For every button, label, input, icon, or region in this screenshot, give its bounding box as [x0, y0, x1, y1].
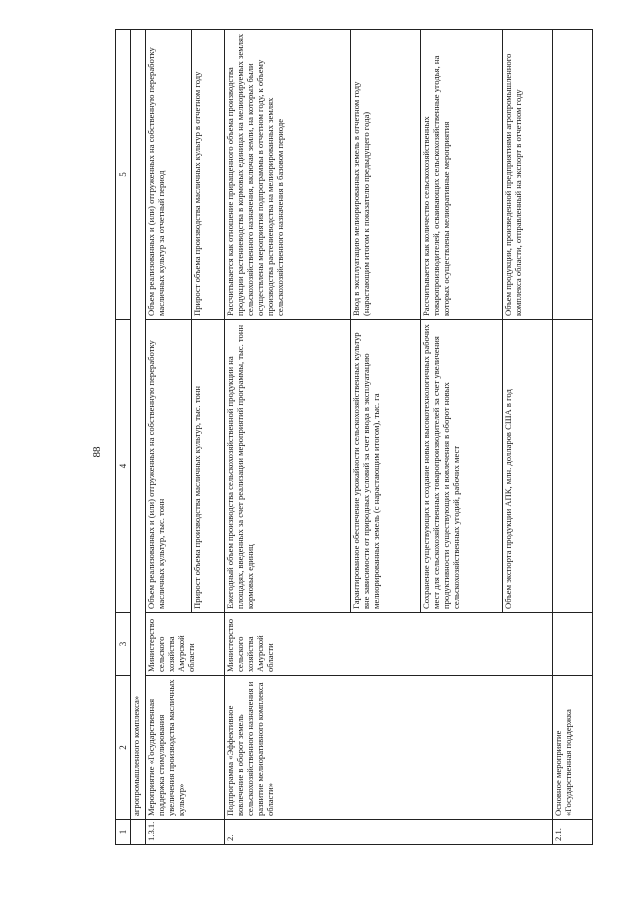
table-header-row: [116, 30, 131, 845]
measure-name: Основное мероприятие «Государственная поддержка: [553, 676, 593, 820]
table-row: [225, 30, 351, 845]
row-number: 2.: [225, 820, 553, 845]
header-col-4: 4: [116, 320, 131, 613]
cell-empty: [131, 820, 146, 845]
method-cell: Ввод в эксплуатацию мелиорированных земель в отчетном году (нарастающим итогом к показателю предыдущего года): [351, 30, 421, 320]
rotated-table-container: [115, 33, 573, 845]
measure-name: Мероприятие «Государственная поддержка стимулирования увеличения производства масличных культур»: [146, 676, 225, 820]
table-row: [146, 30, 192, 845]
header-col-1: 1: [116, 820, 131, 845]
row-number: 2.1.: [553, 820, 593, 845]
executor: Министерство сельского хозяйства Амурской области: [146, 613, 225, 676]
method-cell: Объем реализованных и (или) отгруженных на собственную переработку масличных культур за отчетный период: [146, 30, 192, 320]
cell-empty: [553, 613, 593, 676]
method-cell: Объем продукции, произведенной предприятиями агропромышленного комплекса области, отправленный на экспорт в отчетном году: [503, 30, 553, 320]
header-col-2: 2: [116, 676, 131, 820]
table-row: [131, 30, 146, 845]
page-number: 88: [91, 446, 103, 458]
row-number: 1.3.1.: [146, 820, 225, 845]
indicator-cell: Ежегодный объем производства сельскохозяйственной продукции на площадях, введенных за счет реализации мероприятий программы, тыс. тонн кормовых единиц: [225, 320, 351, 613]
indicator-cell: Гарантированное обеспечение урожайности сельскохозяйственных культур вне зависимости от природных условий за счет ввода в эксплуатацию мелиорированных земель (с нарастающим итогом), тыс. га: [351, 320, 421, 613]
cell-empty: [553, 320, 593, 613]
indicators-table: [115, 29, 593, 845]
indicator-cell: Объем реализованных и (или) отгруженных на собственную переработку масличных культур, тыс. тонн: [146, 320, 192, 613]
indicator-cell: Объем экспорта продукции АПК, млн. долларов США в год: [503, 320, 553, 613]
table-row: [553, 30, 593, 845]
subprogram-name: Подпрограмма «Эффективное вовлечение в оборот земель сельскохозяйственного назначения и развитие мелиоративного комплекса области»: [225, 676, 553, 820]
indicator-cell: Сохранение существующих и создание новых высокотехнологичных рабочих мест для сельскохозяйственных товаропроизводителей за счет увеличения продуктивности существующих и вовлечения в оборот новых сельскохозяйственных угодий, рабочих мест: [421, 320, 503, 613]
header-col-3: 3: [116, 613, 131, 676]
indicator-cell: Прирост объема производства масличных культур, тыс. тонн: [192, 320, 225, 613]
method-cell: Прирост объема производства масличных культур в отчетном году: [192, 30, 225, 320]
header-col-5: 5: [116, 30, 131, 320]
method-cell: Рассчитывается как отношение приращенного объема производства продукции растениеводства в кормовых единицах на мелиорируемых землях сельскохозяйственного назначения, включая земли, на которых были осуществлены мероприятия подпрограммы в отчетном году, к объему производства растениеводства на мелиорированных землях сельскохозяйственного назначения в базовом периоде: [225, 30, 351, 320]
method-cell: Рассчитывается как количество сельскохозяйственных товаропроизводителей, осваивающих сельскохозяйственные угодья, на которых осуществлены мелиоративные мероприятия: [421, 30, 503, 320]
cell-empty: [553, 30, 593, 320]
continuation-text: агропромышленного комплекса»: [131, 30, 146, 820]
executor: Министерство сельского хозяйства Амурской области: [225, 613, 553, 676]
